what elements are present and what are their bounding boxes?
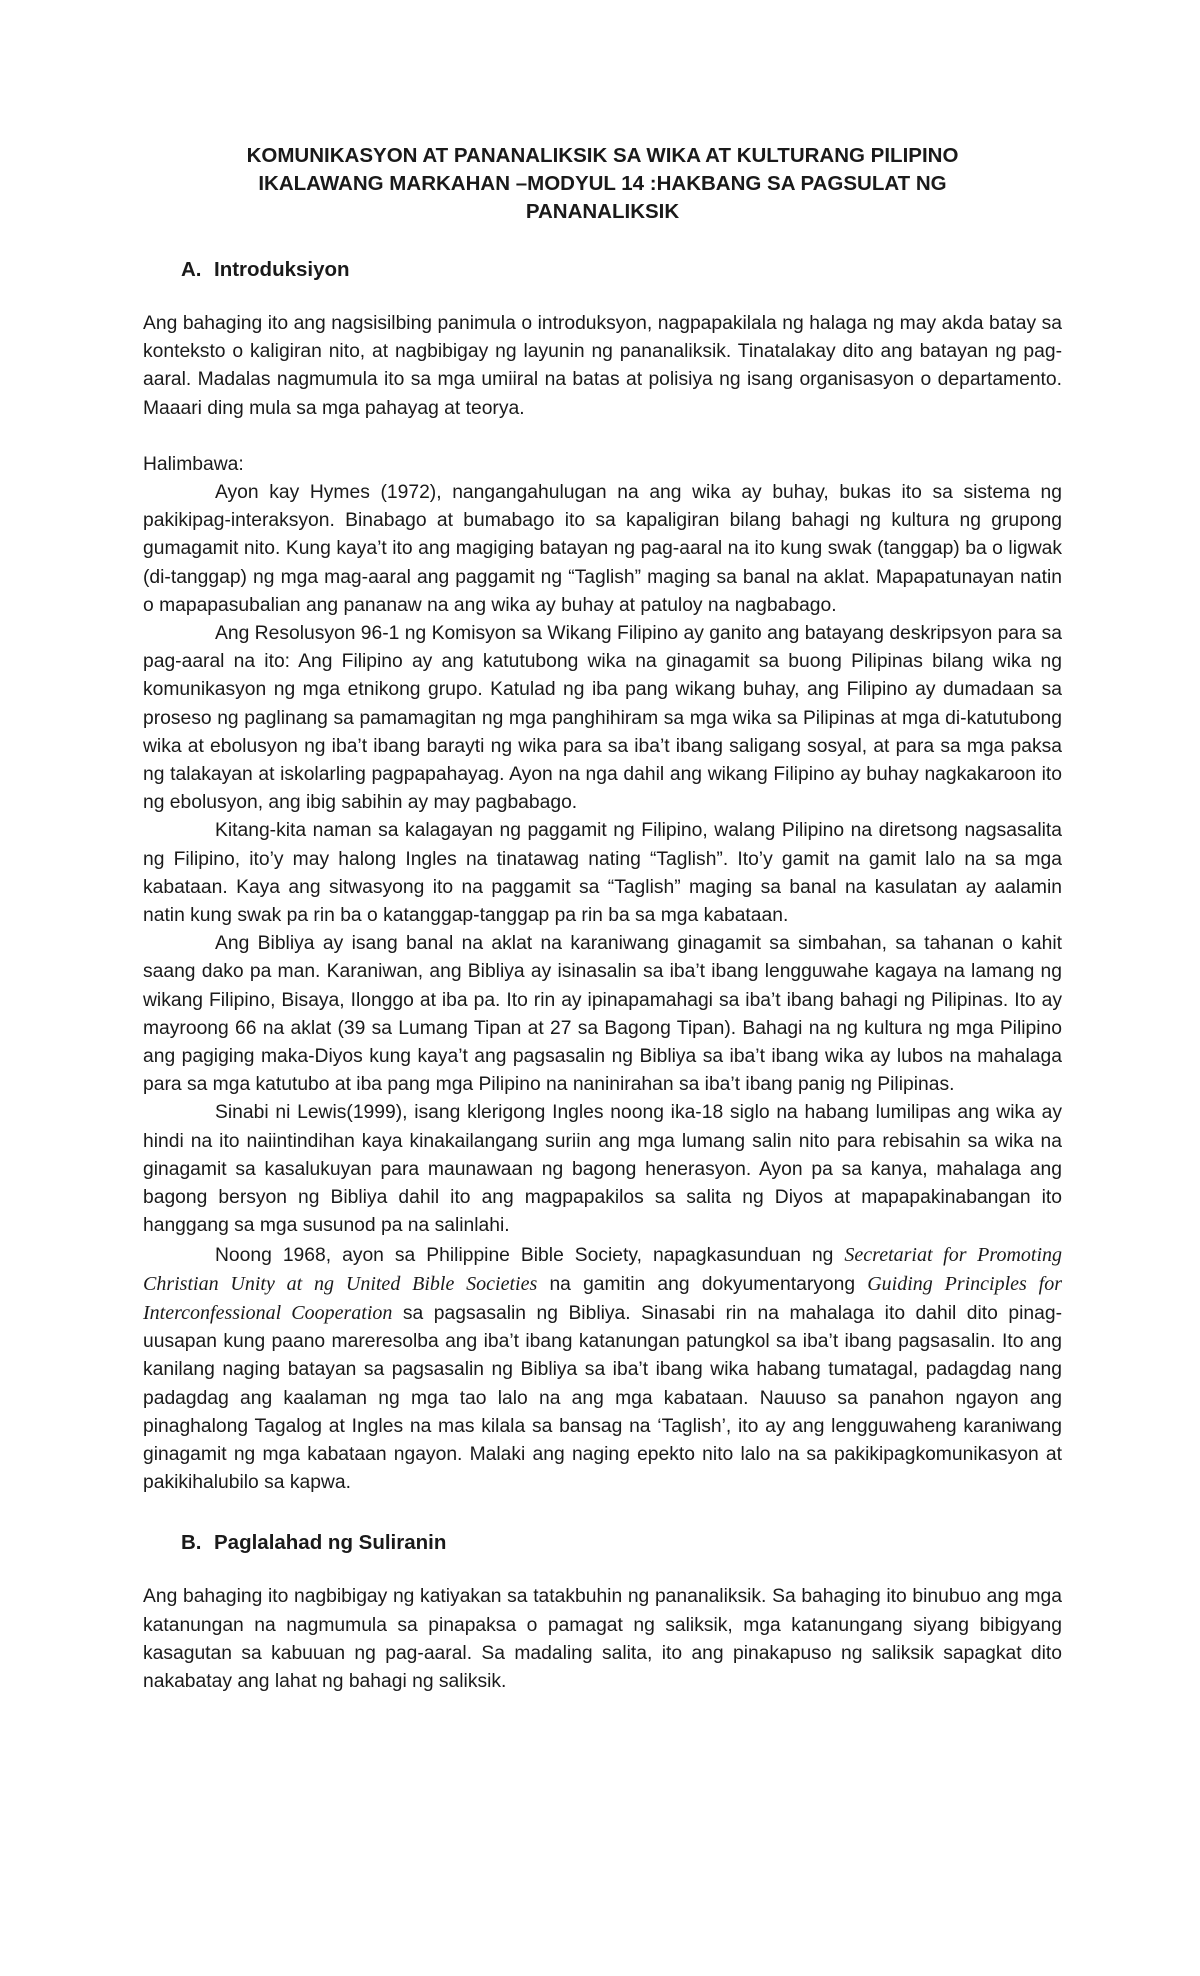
example-paragraph-6 xyxy=(143,1241,1062,1498)
example-paragraph-1: Ayon kay Hymes (1972), nangangahulugan na ang wika ay buhay, bukas ito sa sistema ng pakikipag-interaksyon. Binabago at bumabago ito sa kapaligiran bilang bahagi ng kultura ng grupong gumagamit nito. Kung kaya’t ito ang magiging batayan ng pag-aaral na ito kung swak (tanggap) ba o ligwak (di-tanggap) ng mga mag-aaral ang paggamit ng “Taglish” maging sa banal na aklat. Mapapatunayan natin o mapapasubalian ang pananaw na ang wika ay buhay at patuloy na nagbabago. xyxy=(143,482,1062,616)
section-b-heading xyxy=(181,1529,1062,1557)
document-title xyxy=(143,142,1062,226)
example-paragraph-3: Kitang-kita naman sa kalagayan ng paggamit ng Filipino, walang Pilipino na diretsong nagsasalita ng Filipino, ito’y may halong Ingles na tinatawag nating “Taglish”. Ito’y gamit na gamit lalo na sa mga kabataan. Kaya ang sitwasyong ito na paggamit sa “Taglish” maging sa banal na kasulatan ay aalamin natin kung swak pa rin ba o katanggap-tanggap pa rin ba sa mga kabataan. xyxy=(143,820,1062,927)
paragraph-6-part-a: Noong 1968, ayon sa Philippine Bible Society, napagkasunduan ng xyxy=(215,1244,845,1266)
section-b-title: Paglalahad ng Suliranin xyxy=(214,1531,447,1555)
example-paragraph-2: Ang Resolusyon 96-1 ng Komisyon sa Wikang Filipino ay ganito ang batayang deskripsyon para sa pag-aaral na ito: Ang Filipino ay ang katutubong wika na ginagamit sa buong Pilipinas bilang wika ng komunikasyon ng mga etnikong grupo. Katulad ng iba pang wikang buhay, ang Filipino ay dumadaan sa proseso ng paglinang sa pamamagitan ng mga panghihiram sa mga wika sa Pilipinas at mga di-katutubong wika at ebolusyon ng iba’t ibang barayti ng wika para sa iba’t ibang saligang sosyal, at para sa mga paksa ng talakayan at iskolarling pagpapahayag. Ayon na nga dahil ang wikang Filipino ay buhay nagkakaroon ito ng ebolusyon, ang ibig sabihin ay may pagbabago. xyxy=(143,623,1062,814)
section-a-title: Introduksiyon xyxy=(214,258,350,281)
paragraph-6-italic-2: Guiding Principles for Interconfessional Cooperation xyxy=(143,1272,1062,1324)
section-a-heading xyxy=(181,256,1062,284)
title-line-3: PANANALIKSIK xyxy=(525,200,680,223)
example-label: Halimbawa: xyxy=(143,453,244,475)
spacer xyxy=(143,423,1062,451)
spacer xyxy=(143,1497,1062,1529)
paragraph-6-part-c: sa pagsasalin ng Bibliya. Sinasabi rin na mahalaga ito dahil dito pinag- uusapan kung paano mareresolba ang iba’t ibang katanungan patungkol sa iba’t ibang pagsasalin. Ito ang kanilang naging batayan sa pagsasalin ng Bibliya sa iba’t ibang wika habang tumatagal, padagdag nang padagdag ang kaalaman ng mga tao lalo na ang mga kabataan. Nauuso sa panahon ngayon ang pinaghalong Tagalog at Ingles na mas kilala sa bansag na ‘Taglish’, ito ay ang lengguwaheng karaniwang ginagamit ng mga kabataan ngayon. Malaki ang naging epekto nito lalo na sa pakikipagkomunikasyon at pakikihalubilo sa kapwa. xyxy=(143,1302,1062,1494)
section-a-intro: Ang bahaging ito ang nagsisilbing panimula o introduksyon, nagpapakilala ng halaga ng may akda batay sa konteksto o kaligiran nito, at nagbibigay ng layunin ng pananaliksik. Tinatalakay dito ang batayan ng pag-aaral. Madalas nagmumula ito sa mga umiiral na batas at polisiya ng isang organisasyon o departamento. Maaari ding mula sa mga pahayag at teorya. xyxy=(143,313,1062,419)
example-paragraph-4: Ang Bibliya ay isang banal na aklat na karaniwang ginagamit sa simbahan, sa tahanan o kahit saang dako pa man. Karaniwan, ang Bibliya ay isinasalin sa iba’t ibang lengguwahe kagaya na lamang ng wikang Filipino, Bisaya, Ilonggo at iba pa. Ito rin ay ipinapamahagi sa iba’t ibang bahagi ng Pilipinas. Ito ay mayroong 66 na aklat (39 sa Lumang Tipan at 27 sa Bagong Tipan). Bahagi na ng kultura ng mga Pilipino ang pagiging maka-Diyos kung kaya’t ang pagsasalin ng Bibliya sa iba’t ibang wika ay lubos na mahalaga para sa mga katutubo at iba pang mga Pilipino na naninirahan sa iba’t ibang panig ng Pilipinas. xyxy=(143,933,1062,1096)
section-a-letter: A. xyxy=(181,258,202,281)
paragraph-6-italic-1: Secretariat for Promoting Christian Unity at ng United Bible Societies xyxy=(143,1243,1062,1295)
paragraph-6-part-b: na gamitin ang dokyumentaryong xyxy=(537,1273,868,1295)
title-line-2: IKALAWANG MARKAHAN –MODYUL 14 :HAKBANG SA PAGSULAT NG xyxy=(258,172,947,195)
section-b-letter: B. xyxy=(181,1531,202,1555)
section-b-intro: Ang bahaging ito nagbibigay ng katiyakan sa tatakbuhin ng pananaliksik. Sa bahaging ito binubuo ang mga katanungan na nagmumula sa pinapaksa o pamagat ng saliksik, mga katanungang siyang bibigyang kasagutan sa kabuuan ng pag-aaral. Sa madaling salita, ito ang pinakapuso ng saliksik sapagkat dito nakabatay ang lahat ng bahagi ng saliksik. xyxy=(143,1586,1062,1692)
title-line-1: KOMUNIKASYON AT PANANALIKSIK SA WIKA AT KULTURANG PILIPINO xyxy=(246,144,959,167)
example-paragraph-5: Sinabi ni Lewis(1999), isang klerigong Ingles noong ika-18 siglo na habang lumilipas ang wika ay hindi na ito naiintindihan kaya kinakailangang suriin ang mga lumang salin nito para rebisahin sa wika na ginagamit sa kasalukuyan para maunawaan ng bagong henerasyon. Ayon pa sa kanya, mahalaga ang bagong bersyon ng Bibliya dahil ito ang magpapakilos sa salita ng Diyos at mapapakinabangan ito hanggang sa mga susunod pa na salinlahi. xyxy=(143,1102,1062,1237)
